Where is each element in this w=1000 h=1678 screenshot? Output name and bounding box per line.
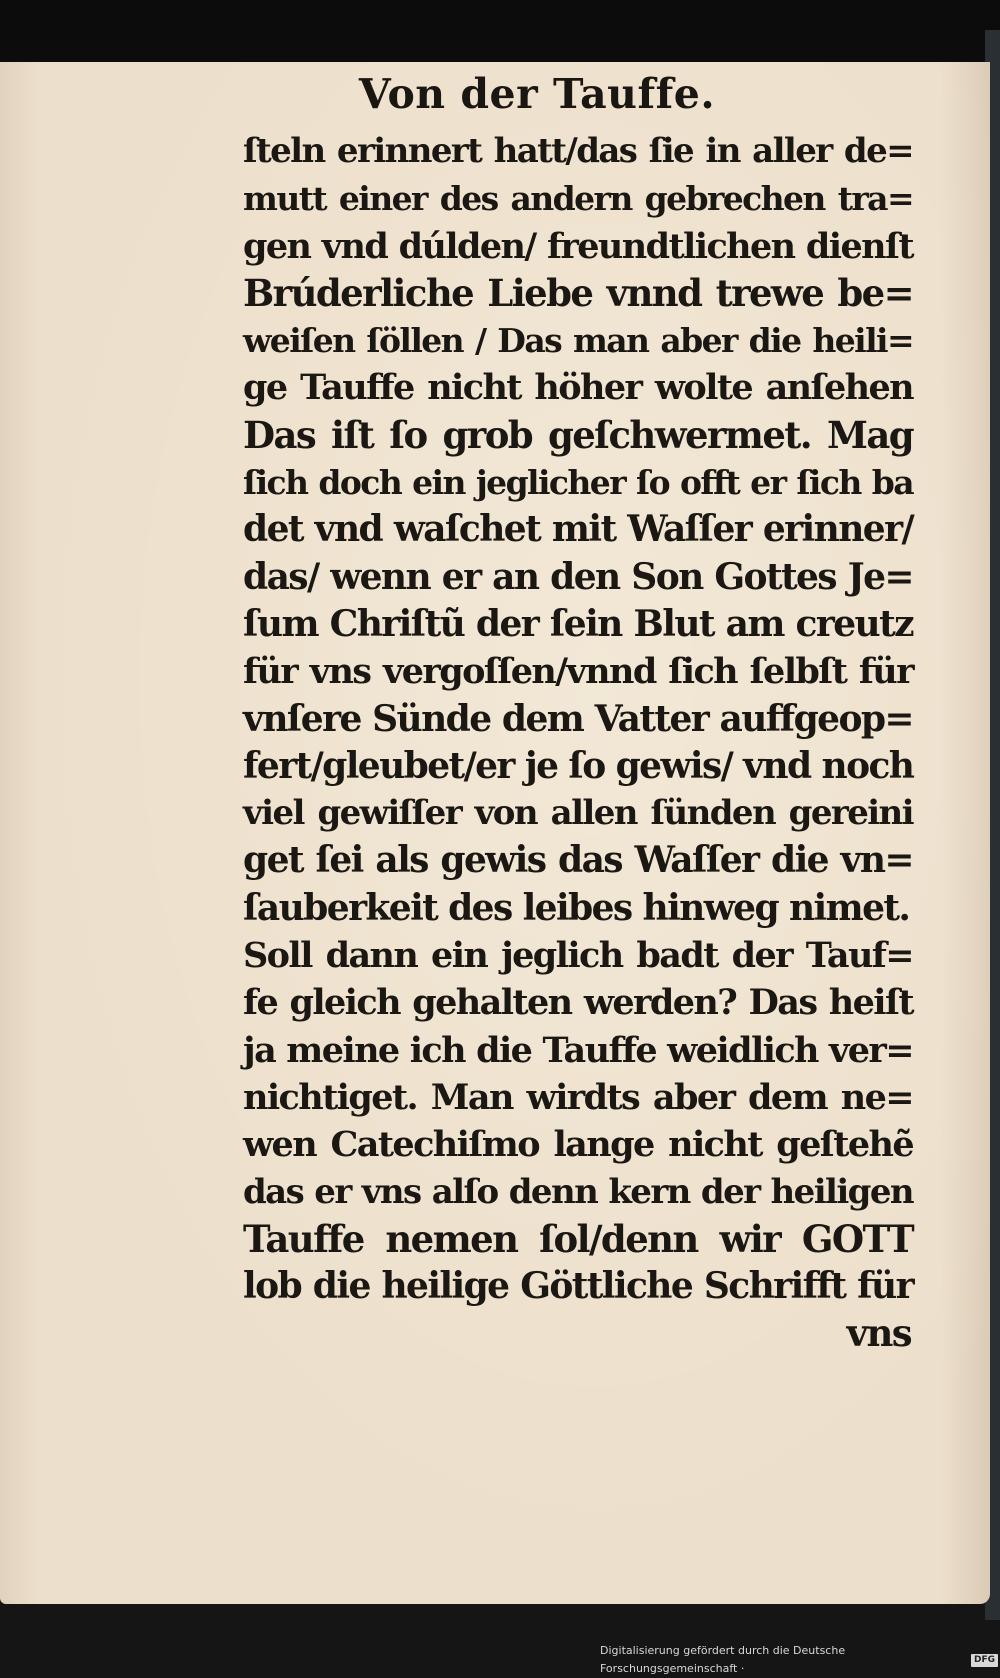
text-line: ſum Chriſtũ der ſein Blut am creutz bbox=[243, 602, 913, 645]
text-line: das/ wenn er an den Son Gottes Je= bbox=[243, 555, 913, 598]
text-line: gen vnd dúlden/ freundtlichen dienſt bbox=[243, 225, 913, 267]
text-line: vnſere Sünde dem Vatter auffgeop= bbox=[243, 697, 913, 740]
text-line: für vns vergoſſen/vnnd ſich ſelbſt für bbox=[243, 651, 913, 693]
running-header: Von der Tauffe. bbox=[358, 70, 716, 118]
text-line: ſich doch ein jeglicher ſo offt er ſich ba bbox=[243, 463, 913, 503]
page-text bbox=[243, 128, 913, 1358]
scan-background-top bbox=[0, 0, 1000, 70]
text-line: ſteln erinnert hatt/das ſie in aller de= bbox=[243, 131, 913, 171]
text-line: det vnd waſchet mit Waſſer erinner/ bbox=[243, 508, 913, 551]
text-line: wen Catechiſmo lange nicht geſtehẽ bbox=[243, 1124, 913, 1166]
text-line: fert/gleubet/er je ſo gewis/ vnd noch bbox=[243, 744, 914, 787]
credit-text: Digitalisierung gefördert durch die Deutsche Forschungsgemeinschaft · bbox=[600, 1644, 846, 1675]
text-line: get ſei als gewis das Waſſer die vn= bbox=[243, 839, 913, 882]
digitization-credit bbox=[600, 1644, 998, 1675]
text-line: ja meine ich die Tauffe weidlich ver= bbox=[243, 1029, 913, 1071]
text-line: Tauffe nemen ſol/denn wir GOTT bbox=[243, 1216, 913, 1261]
text-line: ſauberkeit des leibes hinweg nimet. bbox=[243, 886, 910, 929]
text-line: das er vns alſo denn kern der heiligen bbox=[243, 1171, 913, 1212]
text-line: Soll dann ein jeglich badt der Tauf= bbox=[243, 935, 913, 977]
dfg-logo-icon: DFG bbox=[971, 1654, 998, 1667]
text-line: fe gleich gehalten werden? Das heiſt bbox=[243, 982, 913, 1024]
text-line: viel gewiſſer von allen ſünden gereini bbox=[243, 793, 913, 834]
text-line: Brúderliche Liebe vnnd trewe be= bbox=[243, 270, 913, 315]
text-line: lob die heilige Göttliche Schrifft für bbox=[243, 1265, 913, 1308]
text-line: nichtiget. Man wirdts aber dem ne= bbox=[243, 1076, 913, 1118]
text-line: Das iſt ſo grob geſchwermet. Mag bbox=[243, 412, 913, 457]
text-line: weiſen ſöllen / Das man aber die heili= bbox=[243, 321, 913, 361]
text-line: ge Tauffe nicht höher wolte anſehen bbox=[243, 367, 913, 409]
text-line: mutt einer des andern gebrechen tra= bbox=[243, 179, 913, 219]
catchword: vns bbox=[846, 1311, 911, 1356]
